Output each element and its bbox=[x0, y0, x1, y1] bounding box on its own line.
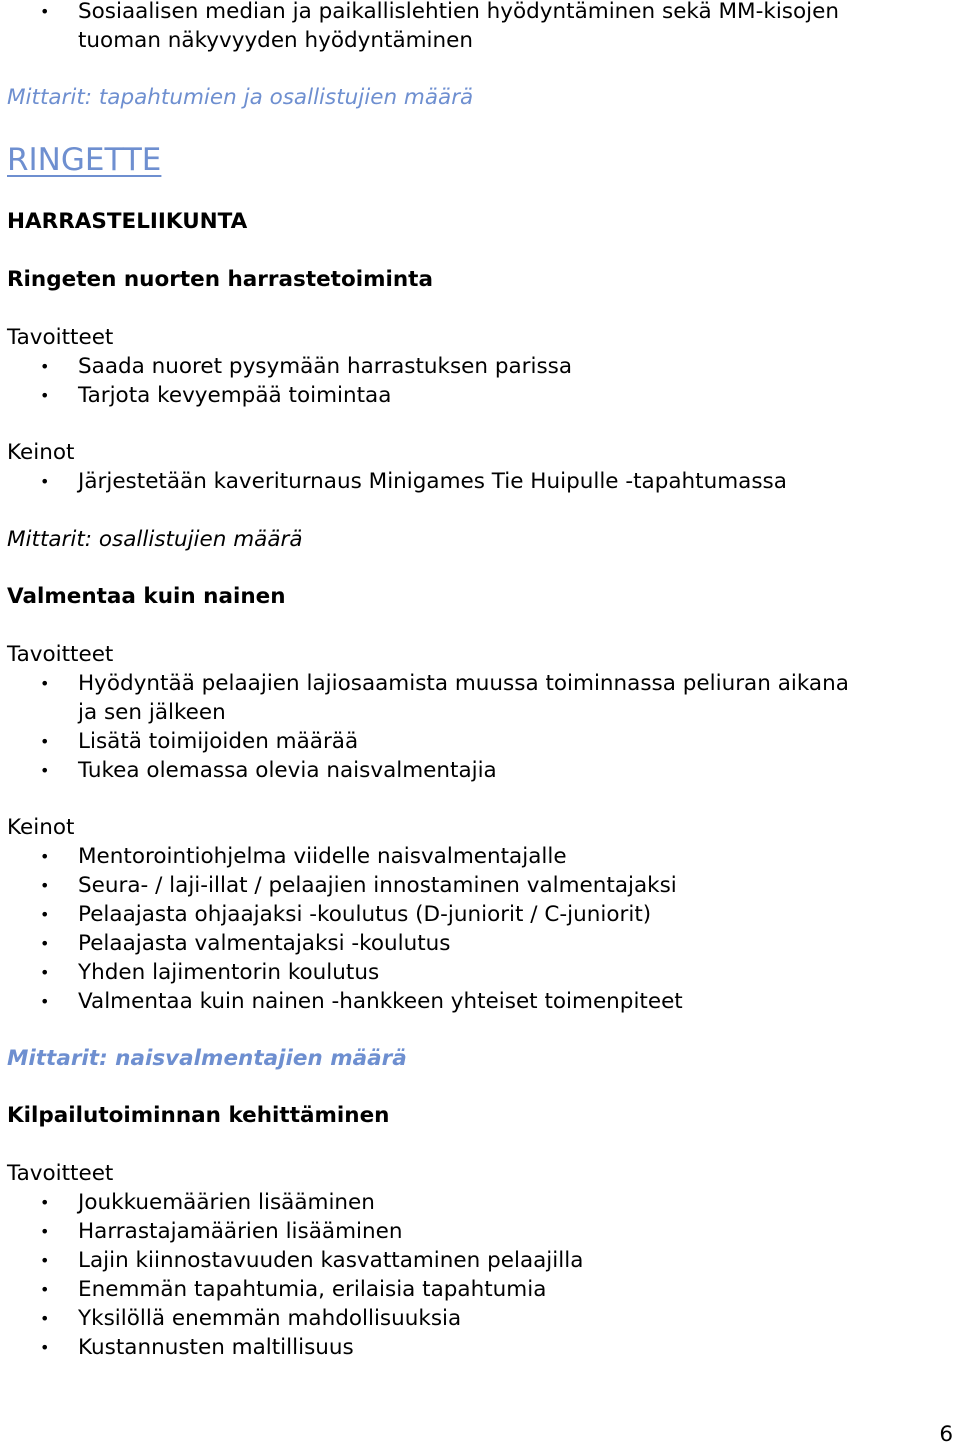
category-title: HARRASTELIIKUNTA bbox=[7, 209, 248, 234]
bullet-marker: • bbox=[40, 761, 50, 780]
bullet-marker: • bbox=[40, 1309, 50, 1328]
bullet-marker: • bbox=[40, 386, 50, 405]
bullet-marker: • bbox=[40, 905, 50, 924]
section1-goal-item: Saada nuoret pysymään harrastuksen parissa bbox=[78, 354, 573, 379]
section1-metric: Mittarit: osallistujien määrä bbox=[7, 527, 303, 552]
section2-goal-item: Hyödyntää pelaajien lajiosaamista muussa toiminnassa peliuran aikana bbox=[78, 671, 849, 696]
bullet-marker: • bbox=[40, 1222, 50, 1241]
bullet-marker: • bbox=[40, 1193, 50, 1212]
section3-goal-item: Joukkuemäärien lisääminen bbox=[78, 1190, 375, 1215]
bullet-marker: • bbox=[40, 2, 50, 21]
section2-means-item: Mentorointiohjelma viidelle naisvalmentajalle bbox=[78, 844, 567, 869]
intro-bullet-line-1: Sosiaalisen median ja paikallislehtien hyödyntäminen sekä MM-kisojen bbox=[78, 0, 839, 24]
bullet-marker: • bbox=[40, 847, 50, 866]
bullet-marker: • bbox=[40, 963, 50, 982]
section2-title: Valmentaa kuin nainen bbox=[7, 584, 286, 609]
section2-means-item: Yhden lajimentorin koulutus bbox=[78, 960, 380, 985]
section2-means-label: Keinot bbox=[7, 815, 75, 840]
section1-title: Ringeten nuorten harrastetoiminta bbox=[7, 267, 433, 292]
section2-goal-item: Lisätä toimijoiden määrää bbox=[78, 729, 359, 754]
sport-title: RINGETTE bbox=[7, 142, 162, 178]
section2-means-item: Seura- / laji-illat / pelaajien innostaminen valmentajaksi bbox=[78, 873, 677, 898]
section2-goals-label: Tavoitteet bbox=[7, 642, 114, 667]
section1-means-label: Keinot bbox=[7, 440, 75, 465]
bullet-marker: • bbox=[40, 357, 50, 376]
bullet-marker: • bbox=[40, 472, 50, 491]
section3-title: Kilpailutoiminnan kehittäminen bbox=[7, 1103, 390, 1128]
section2-metric: Mittarit: naisvalmentajien määrä bbox=[7, 1046, 407, 1071]
section1-goal-item: Tarjota kevyempää toimintaa bbox=[78, 383, 392, 408]
bullet-marker: • bbox=[40, 1280, 50, 1299]
section3-goal-item: Enemmän tapahtumia, erilaisia tapahtumia bbox=[78, 1277, 547, 1302]
section2-goal-item-continuation: ja sen jälkeen bbox=[78, 700, 226, 725]
section3-goal-item: Kustannusten maltillisuus bbox=[78, 1335, 354, 1360]
bullet-marker: • bbox=[40, 876, 50, 895]
section2-goal-item: Tukea olemassa olevia naisvalmentajia bbox=[78, 758, 497, 783]
bullet-marker: • bbox=[40, 732, 50, 751]
section2-means-item: Pelaajasta ohjaajaksi -koulutus (D-juniorit / C-juniorit) bbox=[78, 902, 652, 927]
bullet-marker: • bbox=[40, 992, 50, 1011]
section2-means-item: Pelaajasta valmentajaksi -koulutus bbox=[78, 931, 451, 956]
bullet-marker: • bbox=[40, 934, 50, 953]
section3-goal-item: Yksilöllä enemmän mahdollisuuksia bbox=[78, 1306, 462, 1331]
section1-means-item: Järjestetään kaveriturnaus Minigames Tie Huipulle -tapahtumassa bbox=[78, 469, 787, 494]
bullet-marker: • bbox=[40, 1251, 50, 1270]
section3-goal-item: Harrastajamäärien lisääminen bbox=[78, 1219, 403, 1244]
section3-goals-label: Tavoitteet bbox=[7, 1161, 114, 1186]
section2-means-item: Valmentaa kuin nainen -hankkeen yhteiset toimenpiteet bbox=[78, 989, 683, 1014]
page-number: 6 bbox=[939, 1422, 953, 1447]
intro-metric: Mittarit: tapahtumien ja osallistujien määrä bbox=[7, 85, 474, 110]
bullet-marker: • bbox=[40, 1338, 50, 1357]
bullet-marker: • bbox=[40, 674, 50, 693]
section1-goals-label: Tavoitteet bbox=[7, 325, 114, 350]
section3-goal-item: Lajin kiinnostavuuden kasvattaminen pelaajilla bbox=[78, 1248, 584, 1273]
intro-bullet-line-2: tuoman näkyvyyden hyödyntäminen bbox=[78, 28, 474, 53]
